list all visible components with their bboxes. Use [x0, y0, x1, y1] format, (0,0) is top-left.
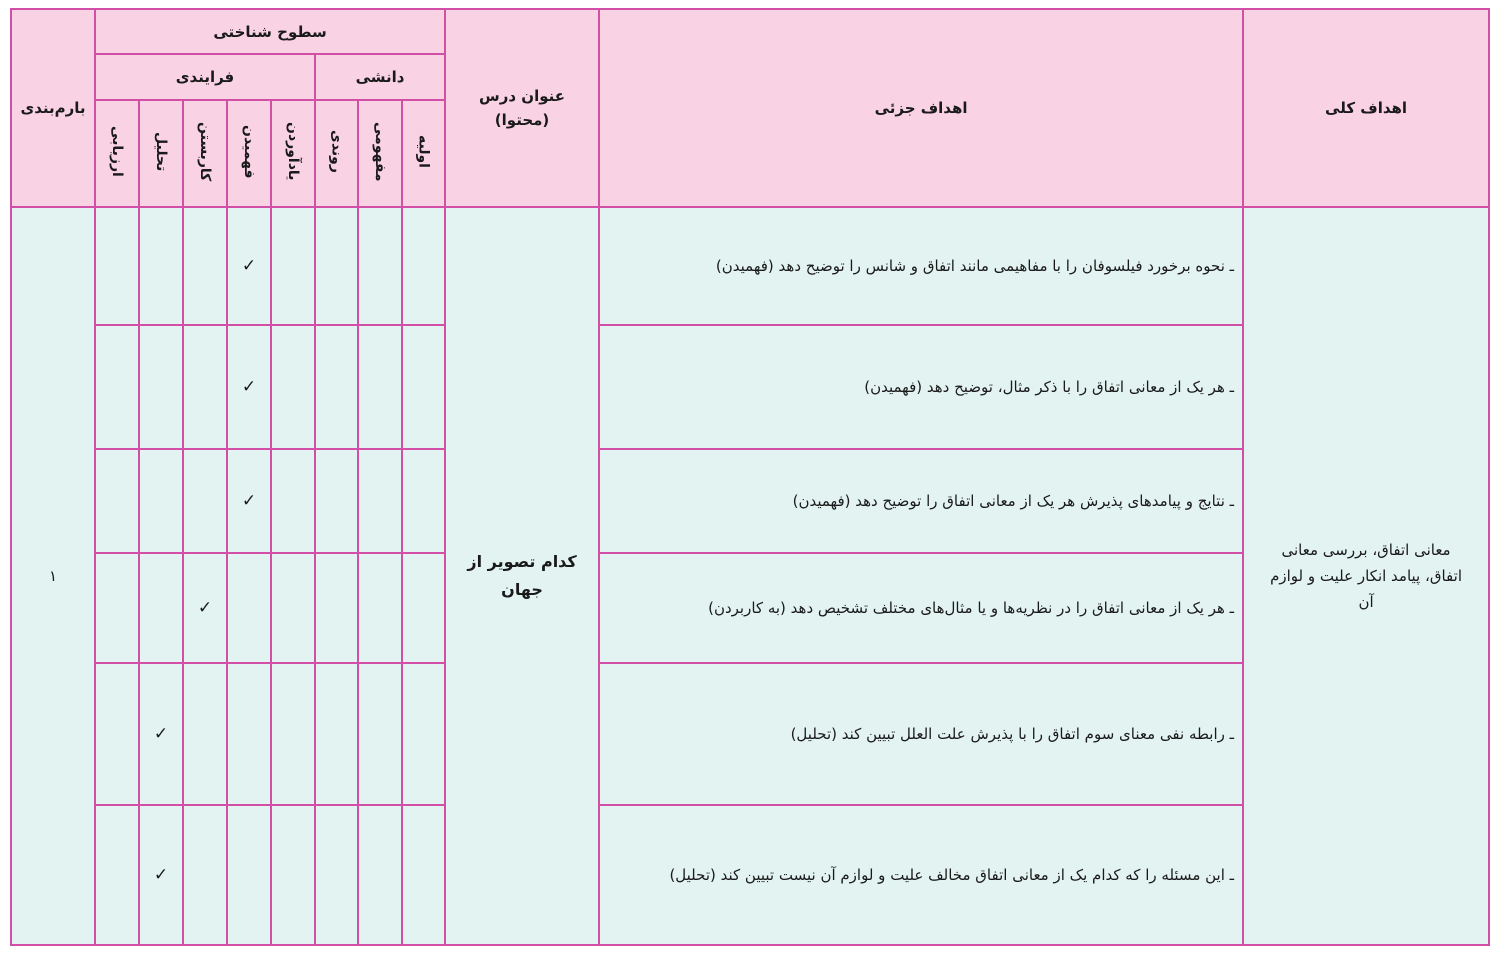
check-analyze [139, 663, 183, 805]
check-evaluate [95, 449, 139, 553]
level-initial-header [402, 100, 445, 207]
check-initial [402, 207, 445, 325]
check-conceptual [358, 449, 402, 553]
knowledge-header: دانشی [315, 54, 445, 100]
general-goal-cell [1243, 207, 1489, 945]
check-conceptual [358, 207, 402, 325]
level-apply-label: کاربستن [197, 121, 214, 182]
level-understand-header [227, 100, 271, 207]
check-procedural [315, 805, 358, 945]
check-initial [402, 553, 445, 663]
check-initial [402, 449, 445, 553]
lesson-title-text: کدام تصویر از جهان [467, 552, 577, 599]
check-initial [402, 325, 445, 449]
check-procedural [315, 449, 358, 553]
check-recall [271, 207, 315, 325]
level-evaluate-label: ارزیابی [109, 126, 126, 177]
objective-cell: ـ نحوه برخورد فیلسوفان را با مفاهیمی مانند اتفاق و شانس را توضیح دهد (فهمیدن) [599, 207, 1243, 325]
check-analyze [139, 325, 183, 449]
check-apply [183, 553, 227, 663]
check-evaluate [95, 553, 139, 663]
level-analyze-header [139, 100, 183, 207]
level-recall-header [271, 100, 315, 207]
objective-cell: ـ هر یک از معانی اتفاق را با ذکر مثال، توضیح دهد (فهمیدن) [599, 325, 1243, 449]
level-conceptual-header [358, 100, 402, 207]
check-apply [183, 663, 227, 805]
check-apply [183, 207, 227, 325]
lesson-title-cell [445, 207, 599, 945]
general-goal-text: معانی اتفاق، بررسی معانی اتفاق، پیامد انکار علیت و لوازم آن [1270, 541, 1462, 611]
check-procedural [315, 207, 358, 325]
general-goals-header: اهداف کلی [1243, 9, 1489, 207]
check-recall [271, 553, 315, 663]
objective-cell: ـ هر یک از معانی اتفاق را در نظریه‌ها و یا مثال‌های مختلف تشخیص دهد (به کاربردن) [599, 553, 1243, 663]
check-evaluate [95, 805, 139, 945]
level-evaluate-header [95, 100, 139, 207]
check-initial [402, 805, 445, 945]
check-mark-icon: ✓ [241, 491, 257, 511]
objective-cell: ـ رابطه نفی معنای سوم اتفاق را با پذیرش علت العلل تبیین کند (تحلیل) [599, 663, 1243, 805]
check-understand [227, 553, 271, 663]
check-recall [271, 449, 315, 553]
table-row [11, 207, 1489, 325]
check-initial [402, 663, 445, 805]
level-understand-label: فهمیدن [241, 124, 258, 179]
cognitive-levels-header: سطوح شناختی [95, 9, 445, 54]
objective-cell: ـ نتایج و پیامدهای پذیرش هر یک از معانی اتفاق را توضیح دهد (فهمیدن) [599, 449, 1243, 553]
level-conceptual-label: مفهومی [372, 121, 389, 182]
lesson-plan-body [11, 207, 1489, 945]
check-analyze [139, 805, 183, 945]
check-apply [183, 805, 227, 945]
check-recall [271, 663, 315, 805]
check-apply [183, 449, 227, 553]
check-conceptual [358, 805, 402, 945]
check-evaluate [95, 207, 139, 325]
check-procedural [315, 663, 358, 805]
check-mark-icon: ✓ [153, 865, 169, 885]
lesson-plan-table [10, 8, 1490, 946]
check-procedural [315, 553, 358, 663]
check-recall [271, 805, 315, 945]
check-conceptual [358, 325, 402, 449]
check-evaluate [95, 325, 139, 449]
check-apply [183, 325, 227, 449]
check-conceptual [358, 663, 402, 805]
check-understand [227, 325, 271, 449]
check-analyze [139, 553, 183, 663]
level-recall-label: یادآوردن [285, 122, 302, 181]
level-procedural-header [315, 100, 358, 207]
level-initial-label: اولیه [415, 135, 432, 168]
lesson-plan-table-frame [10, 8, 1488, 946]
check-mark-icon: ✓ [241, 377, 257, 397]
level-apply-header [183, 100, 227, 207]
score-cell: ۱ [11, 207, 95, 945]
scoring-header: بارم‌بندی [11, 9, 95, 207]
check-understand [227, 663, 271, 805]
check-evaluate [95, 663, 139, 805]
check-mark-icon: ✓ [153, 724, 169, 744]
partial-goals-header: اهداف جزئی [599, 9, 1243, 207]
check-conceptual [358, 553, 402, 663]
check-mark-icon: ✓ [241, 256, 257, 276]
check-analyze [139, 449, 183, 553]
check-understand [227, 207, 271, 325]
level-procedural-label: روندی [328, 130, 345, 173]
check-understand [227, 449, 271, 553]
check-mark-icon: ✓ [197, 598, 213, 618]
process-header: فرایندی [95, 54, 315, 100]
lesson-title-header-text: عنوان درس (محتوا) [479, 87, 566, 129]
check-procedural [315, 325, 358, 449]
check-recall [271, 325, 315, 449]
lesson-title-header [445, 9, 599, 207]
objective-cell: ـ این مسئله را که کدام یک از معانی اتفاق مخالف علیت و لوازم آن نیست تبیین کند (تحلیل) [599, 805, 1243, 945]
check-analyze [139, 207, 183, 325]
level-analyze-label: تحلیل [153, 131, 170, 172]
check-understand [227, 805, 271, 945]
